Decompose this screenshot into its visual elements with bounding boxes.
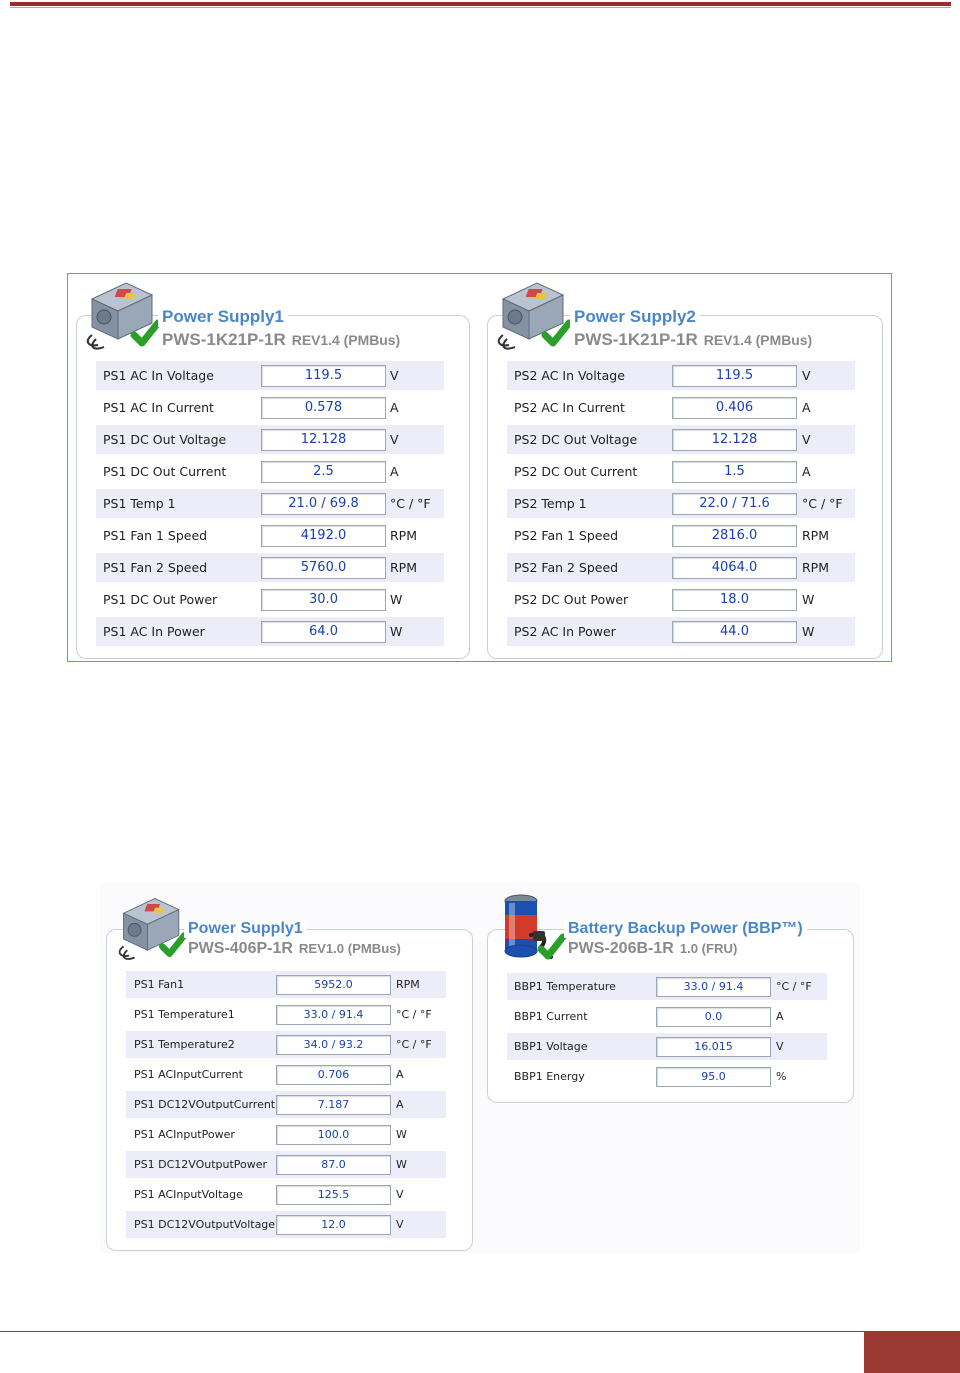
- sensor-unit: W: [390, 592, 403, 607]
- sensor-label: PS1 AC In Voltage: [103, 368, 214, 383]
- sensor-label: PS1 Temp 1: [103, 496, 176, 511]
- table-row: [96, 361, 444, 390]
- panel-title: Battery Backup Power (BBP™): [564, 920, 807, 938]
- table-row: [96, 457, 444, 486]
- panel-title: Power Supply1: [184, 920, 307, 938]
- sensor-value: 64.0: [261, 621, 386, 643]
- battery-icon: [497, 891, 569, 971]
- sensor-unit: W: [396, 1158, 407, 1171]
- table-row: [96, 425, 444, 454]
- sensor-unit: V: [802, 368, 811, 383]
- model-name: PWS-406P-1R: [188, 940, 293, 957]
- sensor-value: 0.0: [656, 1007, 771, 1027]
- sensor-label: BBP1 Energy: [514, 1070, 585, 1083]
- sensor-unit: A: [776, 1010, 784, 1023]
- sensor-unit: W: [390, 624, 403, 639]
- sensor-label: PS1 DC12VOutputVoltage: [134, 1218, 276, 1231]
- sensor-unit: °C / °F: [396, 1038, 432, 1051]
- sensor-unit: V: [802, 432, 811, 447]
- table-row: [507, 585, 855, 614]
- sensor-value: 4064.0: [672, 557, 797, 579]
- sensor-value: 100.0: [276, 1125, 391, 1145]
- sensor-unit: RPM: [390, 528, 418, 543]
- sensor-label: PS2 DC Out Current: [514, 464, 638, 479]
- sensor-unit: RPM: [802, 560, 830, 575]
- sensor-value: 12.0: [276, 1215, 391, 1235]
- power-supply1-panel: [106, 893, 474, 1253]
- table-row: [96, 521, 444, 550]
- model-revision: 1.0 (FRU): [679, 941, 738, 956]
- sensor-unit: %: [776, 1070, 787, 1083]
- sensor-label: PS2 AC In Current: [514, 400, 625, 415]
- model-name: PWS-1K21P-1R: [162, 330, 286, 349]
- sensor-value: 119.5: [672, 365, 797, 387]
- sensor-unit: A: [802, 464, 811, 479]
- table-row: [126, 1061, 446, 1088]
- sensor-label: PS1 AC In Power: [103, 624, 205, 639]
- sensor-unit: V: [390, 432, 399, 447]
- sensor-unit: W: [802, 624, 815, 639]
- sensor-value: 95.0: [656, 1067, 771, 1087]
- sensor-value: 2816.0: [672, 525, 797, 547]
- sensor-value: 22.0 / 71.6: [672, 493, 797, 515]
- sensor-value: 5952.0: [276, 975, 391, 995]
- table-row: [507, 521, 855, 550]
- panel-model: [564, 940, 741, 958]
- sensor-label: PS1 DC Out Current: [103, 464, 227, 479]
- panel-model: [184, 940, 405, 958]
- sensor-label: PS1 DC Out Voltage: [103, 432, 227, 447]
- power-supply-icon: [82, 277, 166, 357]
- sensor-label: PS2 Fan 1 Speed: [514, 528, 619, 543]
- table-row: [507, 1063, 827, 1090]
- table-row: [126, 1001, 446, 1028]
- sensor-label: PS2 AC In Voltage: [514, 368, 625, 383]
- table-row: [126, 1031, 446, 1058]
- header-rule: [10, 2, 951, 6]
- table-row: [507, 457, 855, 486]
- sensor-value: 18.0: [672, 589, 797, 611]
- sensor-label: PS2 DC Out Voltage: [514, 432, 638, 447]
- table-row: [126, 1091, 446, 1118]
- model-revision: REV1.0 (PMBus): [298, 941, 401, 956]
- sensor-unit: °C / °F: [776, 980, 812, 993]
- table-row: [96, 617, 444, 646]
- table-row: [126, 1181, 446, 1208]
- sensor-value: 16.015: [656, 1037, 771, 1057]
- sensor-label: PS1 AC In Current: [103, 400, 214, 415]
- sensor-label: PS1 Fan1: [134, 978, 185, 991]
- sensor-value: 125.5: [276, 1185, 391, 1205]
- sensor-unit: A: [802, 400, 811, 415]
- sensor-unit: A: [396, 1098, 404, 1111]
- sensor-value: 5760.0: [261, 557, 386, 579]
- sensor-value: 0.406: [672, 397, 797, 419]
- battery-backup-panel: [487, 891, 857, 1105]
- table-row: [126, 971, 446, 998]
- sensor-value: 0.706: [276, 1065, 391, 1085]
- sensor-value: 2.5: [261, 461, 386, 483]
- sensor-label: PS1 DC12VOutputPower: [134, 1158, 268, 1171]
- page-number-tab: [864, 1331, 960, 1373]
- sensor-label: PS1 Fan 1 Speed: [103, 528, 208, 543]
- table-row: [507, 973, 827, 1000]
- model-name: PWS-206B-1R: [568, 940, 674, 957]
- model-revision: REV1.4 (PMBus): [703, 332, 813, 348]
- power-supply2-panel: [487, 277, 883, 661]
- sensor-label: BBP1 Voltage: [514, 1040, 588, 1053]
- table-row: [507, 1003, 827, 1030]
- table-row: [96, 585, 444, 614]
- table-row: [507, 617, 855, 646]
- table-row: [507, 489, 855, 518]
- footer-rule: [0, 1331, 960, 1332]
- table-row: [96, 553, 444, 582]
- sensor-unit: RPM: [802, 528, 830, 543]
- table-row: [96, 393, 444, 422]
- sensor-label: PS1 Fan 2 Speed: [103, 560, 208, 575]
- sensor-label: PS1 Temperature1: [134, 1008, 235, 1021]
- sensor-label: BBP1 Current: [514, 1010, 588, 1023]
- sensor-value: 0.578: [261, 397, 386, 419]
- sensor-value: 1.5: [672, 461, 797, 483]
- model-revision: REV1.4 (PMBus): [291, 332, 401, 348]
- panel-title: Power Supply1: [158, 307, 288, 327]
- table-row: [507, 361, 855, 390]
- panel-title: Power Supply2: [570, 307, 700, 327]
- sensor-value: 12.128: [672, 429, 797, 451]
- panel-model: [570, 330, 816, 350]
- sensor-value: 34.0 / 93.2: [276, 1035, 391, 1055]
- sensor-unit: A: [396, 1068, 404, 1081]
- sensor-unit: V: [390, 368, 399, 383]
- sensor-label: PS1 DC12VOutputCurrent: [134, 1098, 276, 1111]
- sensor-unit: W: [396, 1128, 407, 1141]
- sensor-label: PS2 Fan 2 Speed: [514, 560, 619, 575]
- sensor-unit: A: [390, 400, 399, 415]
- sensor-value: 7.187: [276, 1095, 391, 1115]
- power-supply1-panel: [76, 277, 472, 661]
- sensor-label: PS1 ACInputCurrent: [134, 1068, 243, 1081]
- sensor-table: [507, 973, 827, 1093]
- power-supply-icon: [493, 277, 577, 357]
- sensor-value: 30.0: [261, 589, 386, 611]
- table-row: [126, 1211, 446, 1238]
- sensor-value: 4192.0: [261, 525, 386, 547]
- sensor-value: 12.128: [261, 429, 386, 451]
- sensor-label: PS1 ACInputPower: [134, 1128, 235, 1141]
- table-row: [126, 1121, 446, 1148]
- sensor-value: 33.0 / 91.4: [276, 1005, 391, 1025]
- table-row: [126, 1151, 446, 1178]
- power-supply-icon: [114, 893, 192, 967]
- sensor-label: PS2 Temp 1: [514, 496, 587, 511]
- sensor-label: PS1 Temperature2: [134, 1038, 235, 1051]
- sensor-table: [126, 971, 446, 1241]
- header-rule-thin: [10, 7, 951, 8]
- sensor-unit: °C / °F: [390, 496, 431, 511]
- sensor-unit: V: [396, 1218, 404, 1231]
- sensor-unit: W: [802, 592, 815, 607]
- table-row: [96, 489, 444, 518]
- sensor-label: PS2 DC Out Power: [514, 592, 629, 607]
- sensor-label: PS1 DC Out Power: [103, 592, 218, 607]
- sensor-table: [96, 361, 444, 649]
- table-row: [507, 425, 855, 454]
- sensor-label: BBP1 Temperature: [514, 980, 616, 993]
- panel-model: [158, 330, 404, 350]
- sensor-value: 87.0: [276, 1155, 391, 1175]
- sensor-table: [507, 361, 855, 649]
- sensor-unit: A: [390, 464, 399, 479]
- model-name: PWS-1K21P-1R: [574, 330, 698, 349]
- sensor-label: PS2 AC In Power: [514, 624, 616, 639]
- sensor-unit: °C / °F: [802, 496, 843, 511]
- sensor-value: 44.0: [672, 621, 797, 643]
- sensor-value: 21.0 / 69.8: [261, 493, 386, 515]
- table-row: [507, 393, 855, 422]
- sensor-unit: °C / °F: [396, 1008, 432, 1021]
- sensor-value: 119.5: [261, 365, 386, 387]
- sensor-label: PS1 ACInputVoltage: [134, 1188, 243, 1201]
- table-row: [507, 1033, 827, 1060]
- sensor-unit: V: [776, 1040, 784, 1053]
- sensor-unit: RPM: [390, 560, 418, 575]
- sensor-unit: V: [396, 1188, 404, 1201]
- sensor-unit: RPM: [396, 978, 420, 991]
- sensor-value: 33.0 / 91.4: [656, 977, 771, 997]
- table-row: [507, 553, 855, 582]
